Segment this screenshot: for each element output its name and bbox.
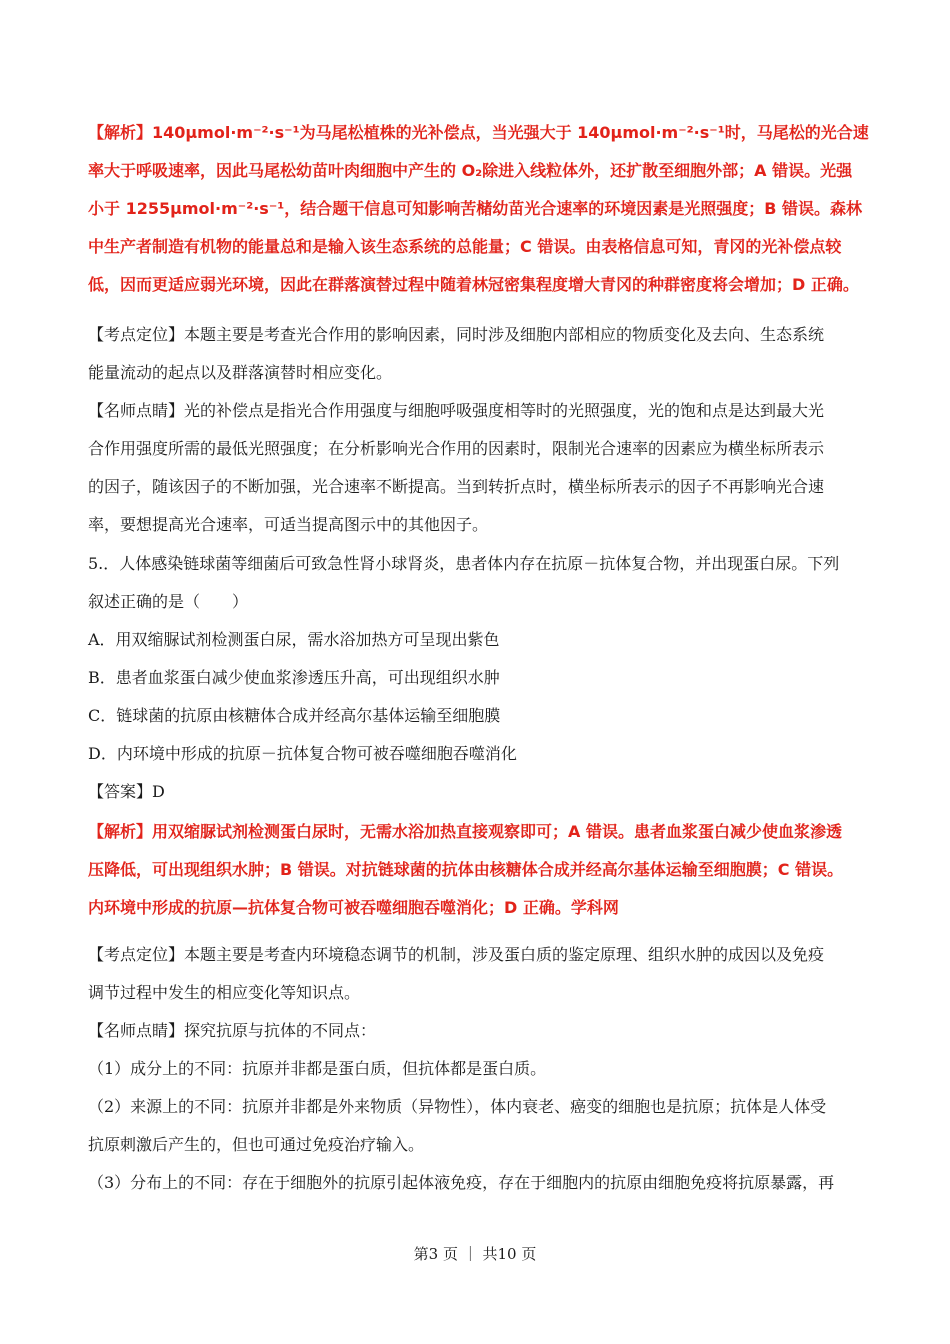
- analysis-q4-line: 低，因而更适应弱光环境，因此在群落演替过程中随着林冠密集程度增大青冈的种群密度将会增加；D 正确。: [88, 275, 859, 294]
- answer: 【答案】D: [88, 782, 165, 801]
- teacher-tip-q4-line: 合作用强度所需的最低光照强度；在分析影响光合作用的因素时，限制光合速率的因素应为横坐标所表示: [88, 439, 825, 458]
- exam-point-q4-line: 【考点定位】本题主要是考查光合作用的影响因素，同时涉及细胞内部相应的物质变化及去向、生态系统: [88, 325, 825, 344]
- teacher-tip-q5-line: （2）来源上的不同：抗原并非都是外来物质（异物性），体内衰老、癌变的细胞也是抗原；抗体是人体受: [88, 1097, 827, 1116]
- question-5-stem-line: 叙述正确的是（ ）: [88, 592, 249, 611]
- option-c: C．链球菌的抗原由核糖体合成并经高尔基体运输至细胞膜: [88, 706, 501, 725]
- option-b: B．患者血浆蛋白减少使血浆渗透压升高，可出现组织水肿: [88, 668, 500, 687]
- teacher-tip-q5-line: （1）成分上的不同：抗原并非都是蛋白质，但抗体都是蛋白质。: [88, 1059, 547, 1078]
- question-5-stem-line: 5.．人体感染链球菌等细菌后可致急性肾小球肾炎，患者体内存在抗原－抗体复合物，并出现蛋白尿。下列: [88, 554, 840, 573]
- analysis-q4-line: 小于 1255μmol·m⁻²·s⁻¹，结合题干信息可知影响苦槠幼苗光合速率的环境因素是光照强度；B 错误。森林: [88, 199, 863, 218]
- analysis-q4-line: 中生产者制造有机物的能量总和是输入该生态系统的总能量；C 错误。由表格信息可知，青冈的光补偿点较: [88, 237, 842, 256]
- analysis-q4: [88, 114, 868, 304]
- teacher-tip-q4-line: 的因子，随该因子的不断加强，光合速率不断提高。当到转折点时，横坐标所表示的因子不再影响光合速: [88, 477, 825, 496]
- analysis-q5-line: 压降低，可出现组织水肿；B 错误。对抗链球菌的抗体由核糖体合成并经高尔基体运输至细胞膜；C 错误。: [88, 860, 844, 879]
- analysis-q5-line: 内环境中形成的抗原—抗体复合物可被吞噬细胞吞噬消化；D 正确。学科网: [88, 898, 619, 917]
- exam-point-q4-line: 能量流动的起点以及群落演替时相应变化。: [88, 363, 393, 382]
- analysis-q5-line: 【解析】用双缩脲试剂检测蛋白尿时，无需水浴加热直接观察即可；A 错误。患者血浆蛋白减少使血浆渗透: [88, 822, 842, 841]
- teacher-tip-q5-line: 【名师点睛】探究抗原与抗体的不同点：: [88, 1021, 377, 1040]
- teacher-tip-q4-line: 【名师点睛】光的补偿点是指光合作用强度与细胞呼吸强度相等时的光照强度，光的饱和点是达到最大光: [88, 401, 825, 420]
- analysis-q4-line: 率大于呼吸速率，因此马尾松幼苗叶肉细胞中产生的 O₂除进入线粒体外，还扩散至细胞外部；A 错误。光强: [88, 161, 853, 180]
- page-footer: 第3 页 ｜ 共10 页: [413, 1245, 537, 1263]
- teacher-tip-q5: [88, 1012, 868, 1202]
- exam-point-q4: [88, 316, 868, 392]
- analysis-q4-line: 【解析】140μmol·m⁻²·s⁻¹为马尾松植株的光补偿点，当光强大于 140μmol·m⁻²·s⁻¹时，马尾松的光合速: [88, 123, 869, 142]
- exam-point-q5: [88, 936, 868, 1012]
- option-a: A．用双缩脲试剂检测蛋白尿，需水浴加热方可呈现出紫色: [88, 630, 500, 649]
- exam-point-q5-line: 调节过程中发生的相应变化等知识点。: [88, 983, 361, 1002]
- option-d: D．内环境中形成的抗原－抗体复合物可被吞噬细胞吞噬消化: [88, 744, 517, 763]
- teacher-tip-q4: [88, 392, 868, 544]
- teacher-tip-q5-line: 抗原刺激后产生的，但也可通过免疫治疗输入。: [88, 1135, 425, 1154]
- teacher-tip-q5-line: （3）分布上的不同：存在于细胞外的抗原引起体液免疫，存在于细胞内的抗原由细胞免疫将抗原暴露，再: [88, 1173, 835, 1192]
- question-5: [88, 545, 868, 811]
- exam-point-q5-line: 【考点定位】本题主要是考查内环境稳态调节的机制，涉及蛋白质的鉴定原理、组织水肿的成因以及免疫: [88, 945, 825, 964]
- analysis-q5: [88, 813, 868, 927]
- teacher-tip-q4-line: 率，要想提高光合速率，可适当提高图示中的其他因子。: [88, 515, 489, 534]
